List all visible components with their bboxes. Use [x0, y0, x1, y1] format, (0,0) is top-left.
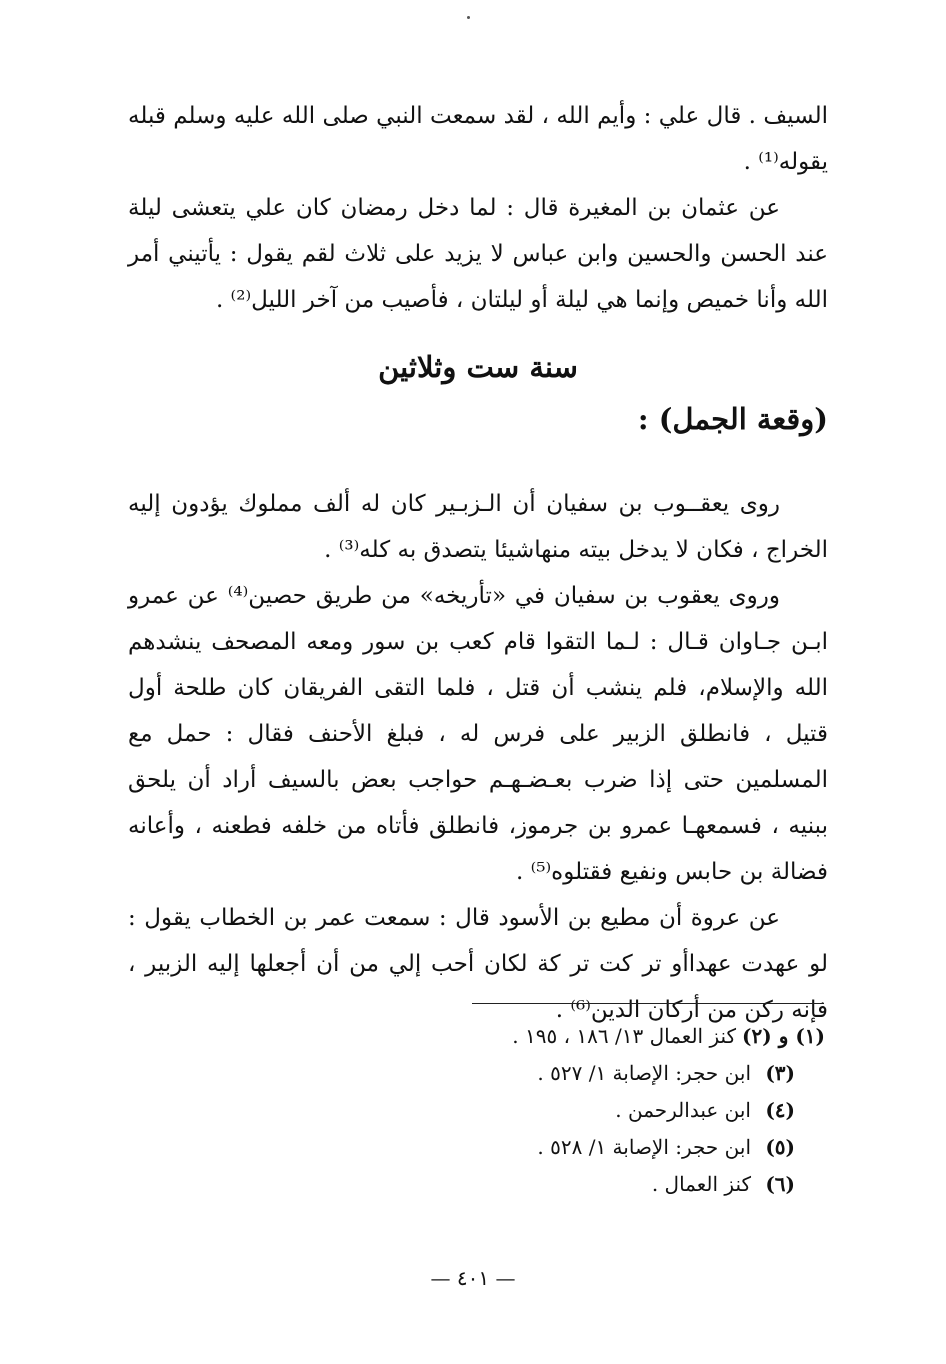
footnote-text: ابن حجر: الإصابة ١/ ٥٢٨ .: [537, 1135, 751, 1159]
footnote: [420, 1092, 825, 1129]
footnote: [420, 1166, 825, 1203]
footnote-text: ابن عبدالرحمن .: [615, 1098, 751, 1122]
footnote-number: (٤): [765, 1098, 795, 1122]
footnote: [420, 1018, 825, 1055]
subsection-title: (وقعة الجمل) :: [637, 402, 828, 436]
footnote-text: ابن حجر: الإصابة ١/ ٥٢٧ .: [537, 1061, 751, 1085]
footnote-separator: [472, 1003, 824, 1004]
paragraph: عن عروة أن مطيع بن الأسود قال : سمعت عمر بن الخطاب يقول : لو عهدت عهداأو تر كت تر كة لكان أحب إلي من أن أجعلها إليه الزبير ، فإنه ركن من أركان الدين⁽⁶⁾ .: [128, 905, 828, 1023]
paragraph: روى يعقــوب بن سفيان أن الـزبـير كان له ألف مملوك يؤدون إليه الخراج ، فكان لا يدخل بيته منهاشيئا يتصدق به كله⁽³⁾ .: [128, 491, 828, 563]
footnote-number: (٦): [765, 1172, 795, 1196]
main-text-block: [128, 481, 828, 1033]
section-title: سنة ست وثلاثين: [378, 350, 578, 384]
footnote-number: (١) و (٢): [742, 1024, 825, 1048]
page-number: — ٤٠١ —: [430, 1266, 516, 1290]
footnotes: [420, 1018, 825, 1203]
footnote-number: (٣): [765, 1061, 795, 1085]
scan-speck: [467, 16, 470, 19]
paragraph: وروى يعقوب بن سفيان في «تأريخه» من طريق حصين⁽⁴⁾ عن عمرو ابـن جـاوان قـال : لـما التقوا قام كعب بن سور ومعه المصحف ينشدهم الله والإسلام، فلم ينشب أن قتل ، فلما التقى الفريقان كان طلحة أول قتيل ، فانطلق الزبير على فرس له ، فبلغ الأحنف فقال : حمل مع المسلمين حتى إذا ضرب بعـضـهـم حواجب بعض بالسيف أراد أن يلحق ببنيه ، فسمعهـا عمرو بن جرموز، فانطلق فأتاه من خلفه فطعنه ، وأعانه فضالة بن حابس ونفيع فقتلوه⁽⁵⁾ .: [128, 583, 828, 885]
footnote: [420, 1129, 825, 1166]
paragraph: عن عثمان بن المغيرة قال : لما دخل رمضان كان علي يتعشى ليلة عند الحسن والحسين وابن عباس لا يزيد على ثلاث لقم يقول : يأتيني أمر الله وأنا خميص وإنما هي ليلة أو ليلتان ، فأصيب من آخر الليل⁽²⁾ .: [128, 195, 828, 313]
footnote-text: كنز العمال ١٣/ ١٨٦ ، ١٩٥ .: [512, 1024, 737, 1048]
paragraph: السيف . قال علي : وأيم الله ، لقد سمعت النبي صلى الله عليه وسلم قبله يقوله⁽¹⁾ .: [128, 103, 828, 175]
top-text-block: [128, 93, 828, 323]
footnote: [420, 1055, 825, 1092]
footnote-text: كنز العمال .: [651, 1172, 751, 1196]
footnote-number: (٥): [765, 1135, 795, 1159]
